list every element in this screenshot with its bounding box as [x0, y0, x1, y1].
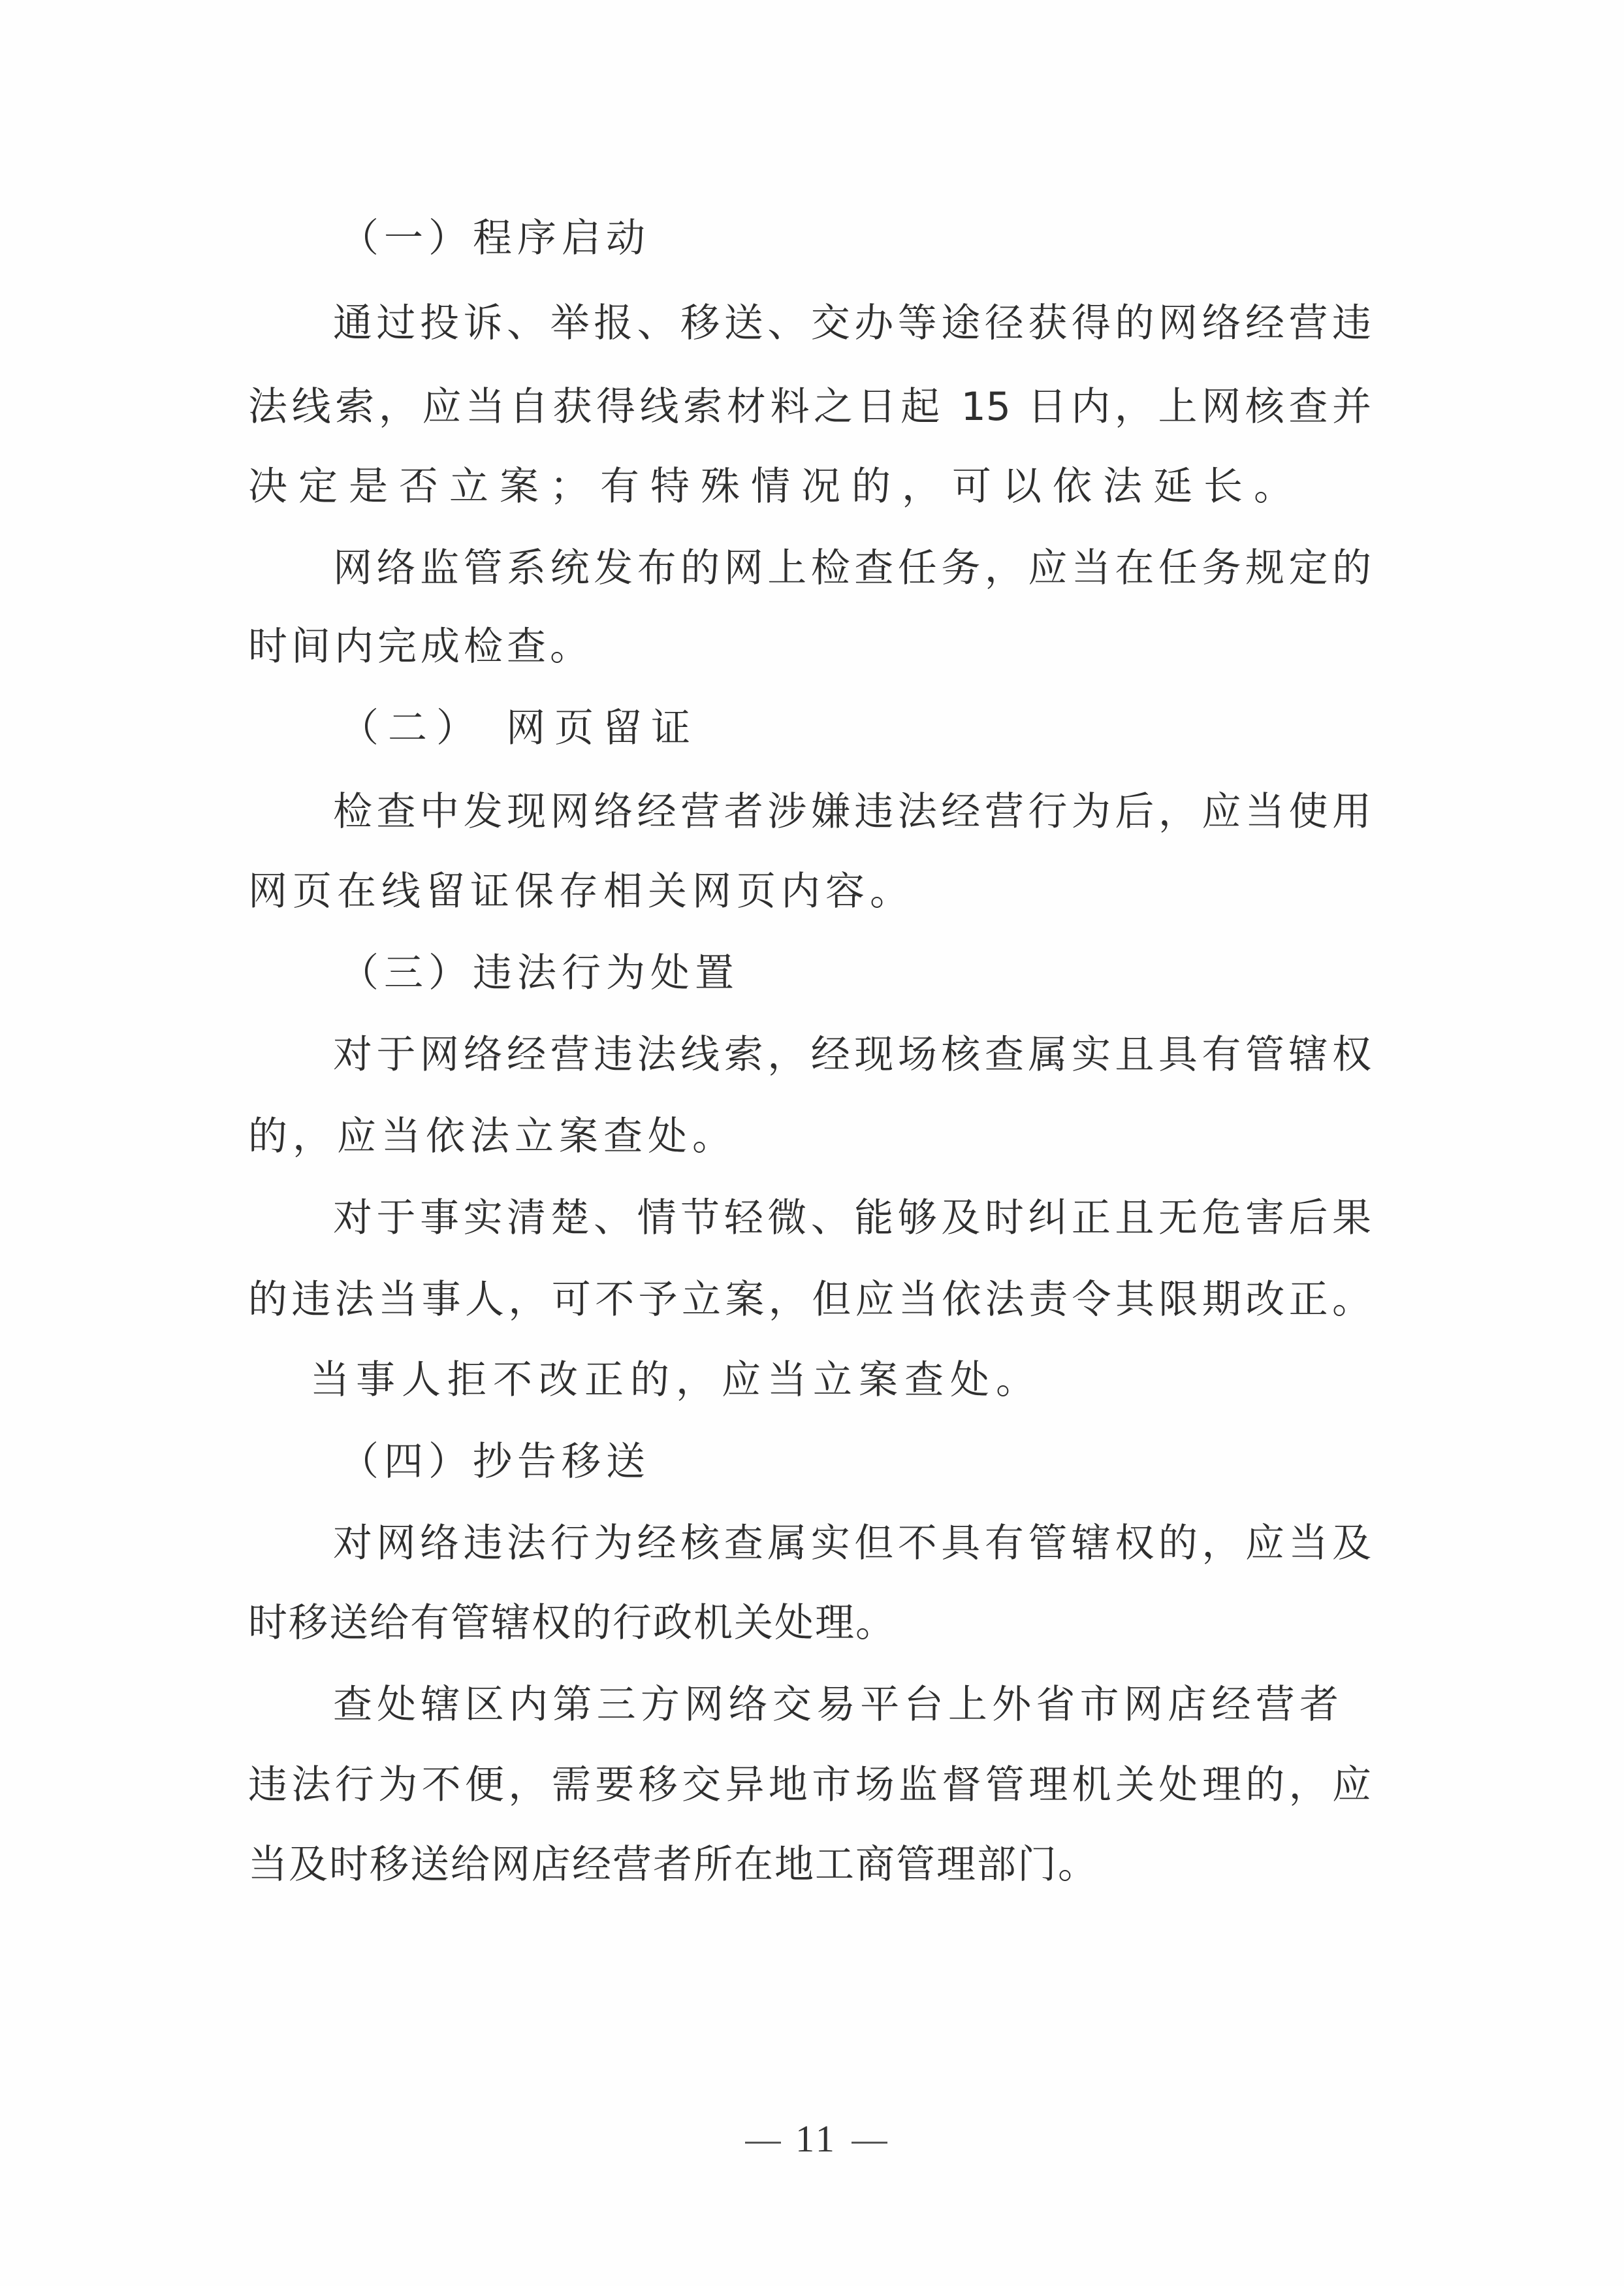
section-heading-procedure-start: （一）程序启动 — [340, 216, 650, 261]
paragraph-line: 违法行为不便，需要移交异地市场监督管理机关处理的，应 — [248, 1762, 1371, 1808]
paragraph-line: 当及时移送给网店经营者所在地工商管理部门。 — [248, 1842, 1098, 1888]
paragraph-line: 网页在线留证保存相关网页内容。 — [248, 869, 914, 914]
section-heading-violation-handling: （三）违法行为处置 — [340, 950, 739, 996]
paragraph-line: 检查中发现网络经营者涉嫌违法经营行为后，应当使用 — [333, 789, 1371, 835]
paragraph-line: 法线索，应当自获得线索材料之日起 15 日内，上网核查并 — [248, 384, 1371, 430]
page-number — [718, 2116, 914, 2162]
paragraph-line: 通过投诉、举报、移送、交办等途径获得的网络经营违 — [333, 300, 1371, 346]
dash-left — [745, 2142, 781, 2144]
paragraph-line: 时间内完成检查。 — [248, 624, 593, 669]
paragraph-line: 当事人拒不改正的，应当立案查处。 — [310, 1357, 1042, 1403]
paragraph-line: 对网络违法行为经核查属实但不具有管辖权的，应当及 — [333, 1521, 1371, 1566]
paragraph-line: 网络监管系统发布的网上检查任务，应当在任务规定的 — [333, 545, 1371, 591]
section-heading-webpage-evidence: （二） 网页留证 — [340, 705, 700, 751]
page-number-value: 11 — [795, 2117, 837, 2160]
paragraph-line: 的，应当依法立案查处。 — [248, 1114, 737, 1159]
paragraph-line: 时移送给有管辖权的行政机关处理。 — [248, 1600, 896, 1646]
paragraph-line: 查处辖区内第三方网络交易平台上外省市网店经营者 — [333, 1682, 1339, 1728]
paragraph-line: 对于事实清楚、情节轻微、能够及时纠正且无危害后果 — [333, 1195, 1371, 1241]
paragraph-line: 决定是否立案；有特殊情况的，可以依法延长。 — [248, 464, 1304, 509]
section-heading-report-transfer: （四）抄告移送 — [340, 1439, 650, 1485]
dash-right — [852, 2142, 887, 2144]
paragraph-line: 对于网络经营违法线索，经现场核查属实且具有管辖权 — [333, 1032, 1371, 1078]
paragraph-line: 的违法当事人，可不予立案，但应当依法责令其限期改正。 — [248, 1277, 1371, 1323]
